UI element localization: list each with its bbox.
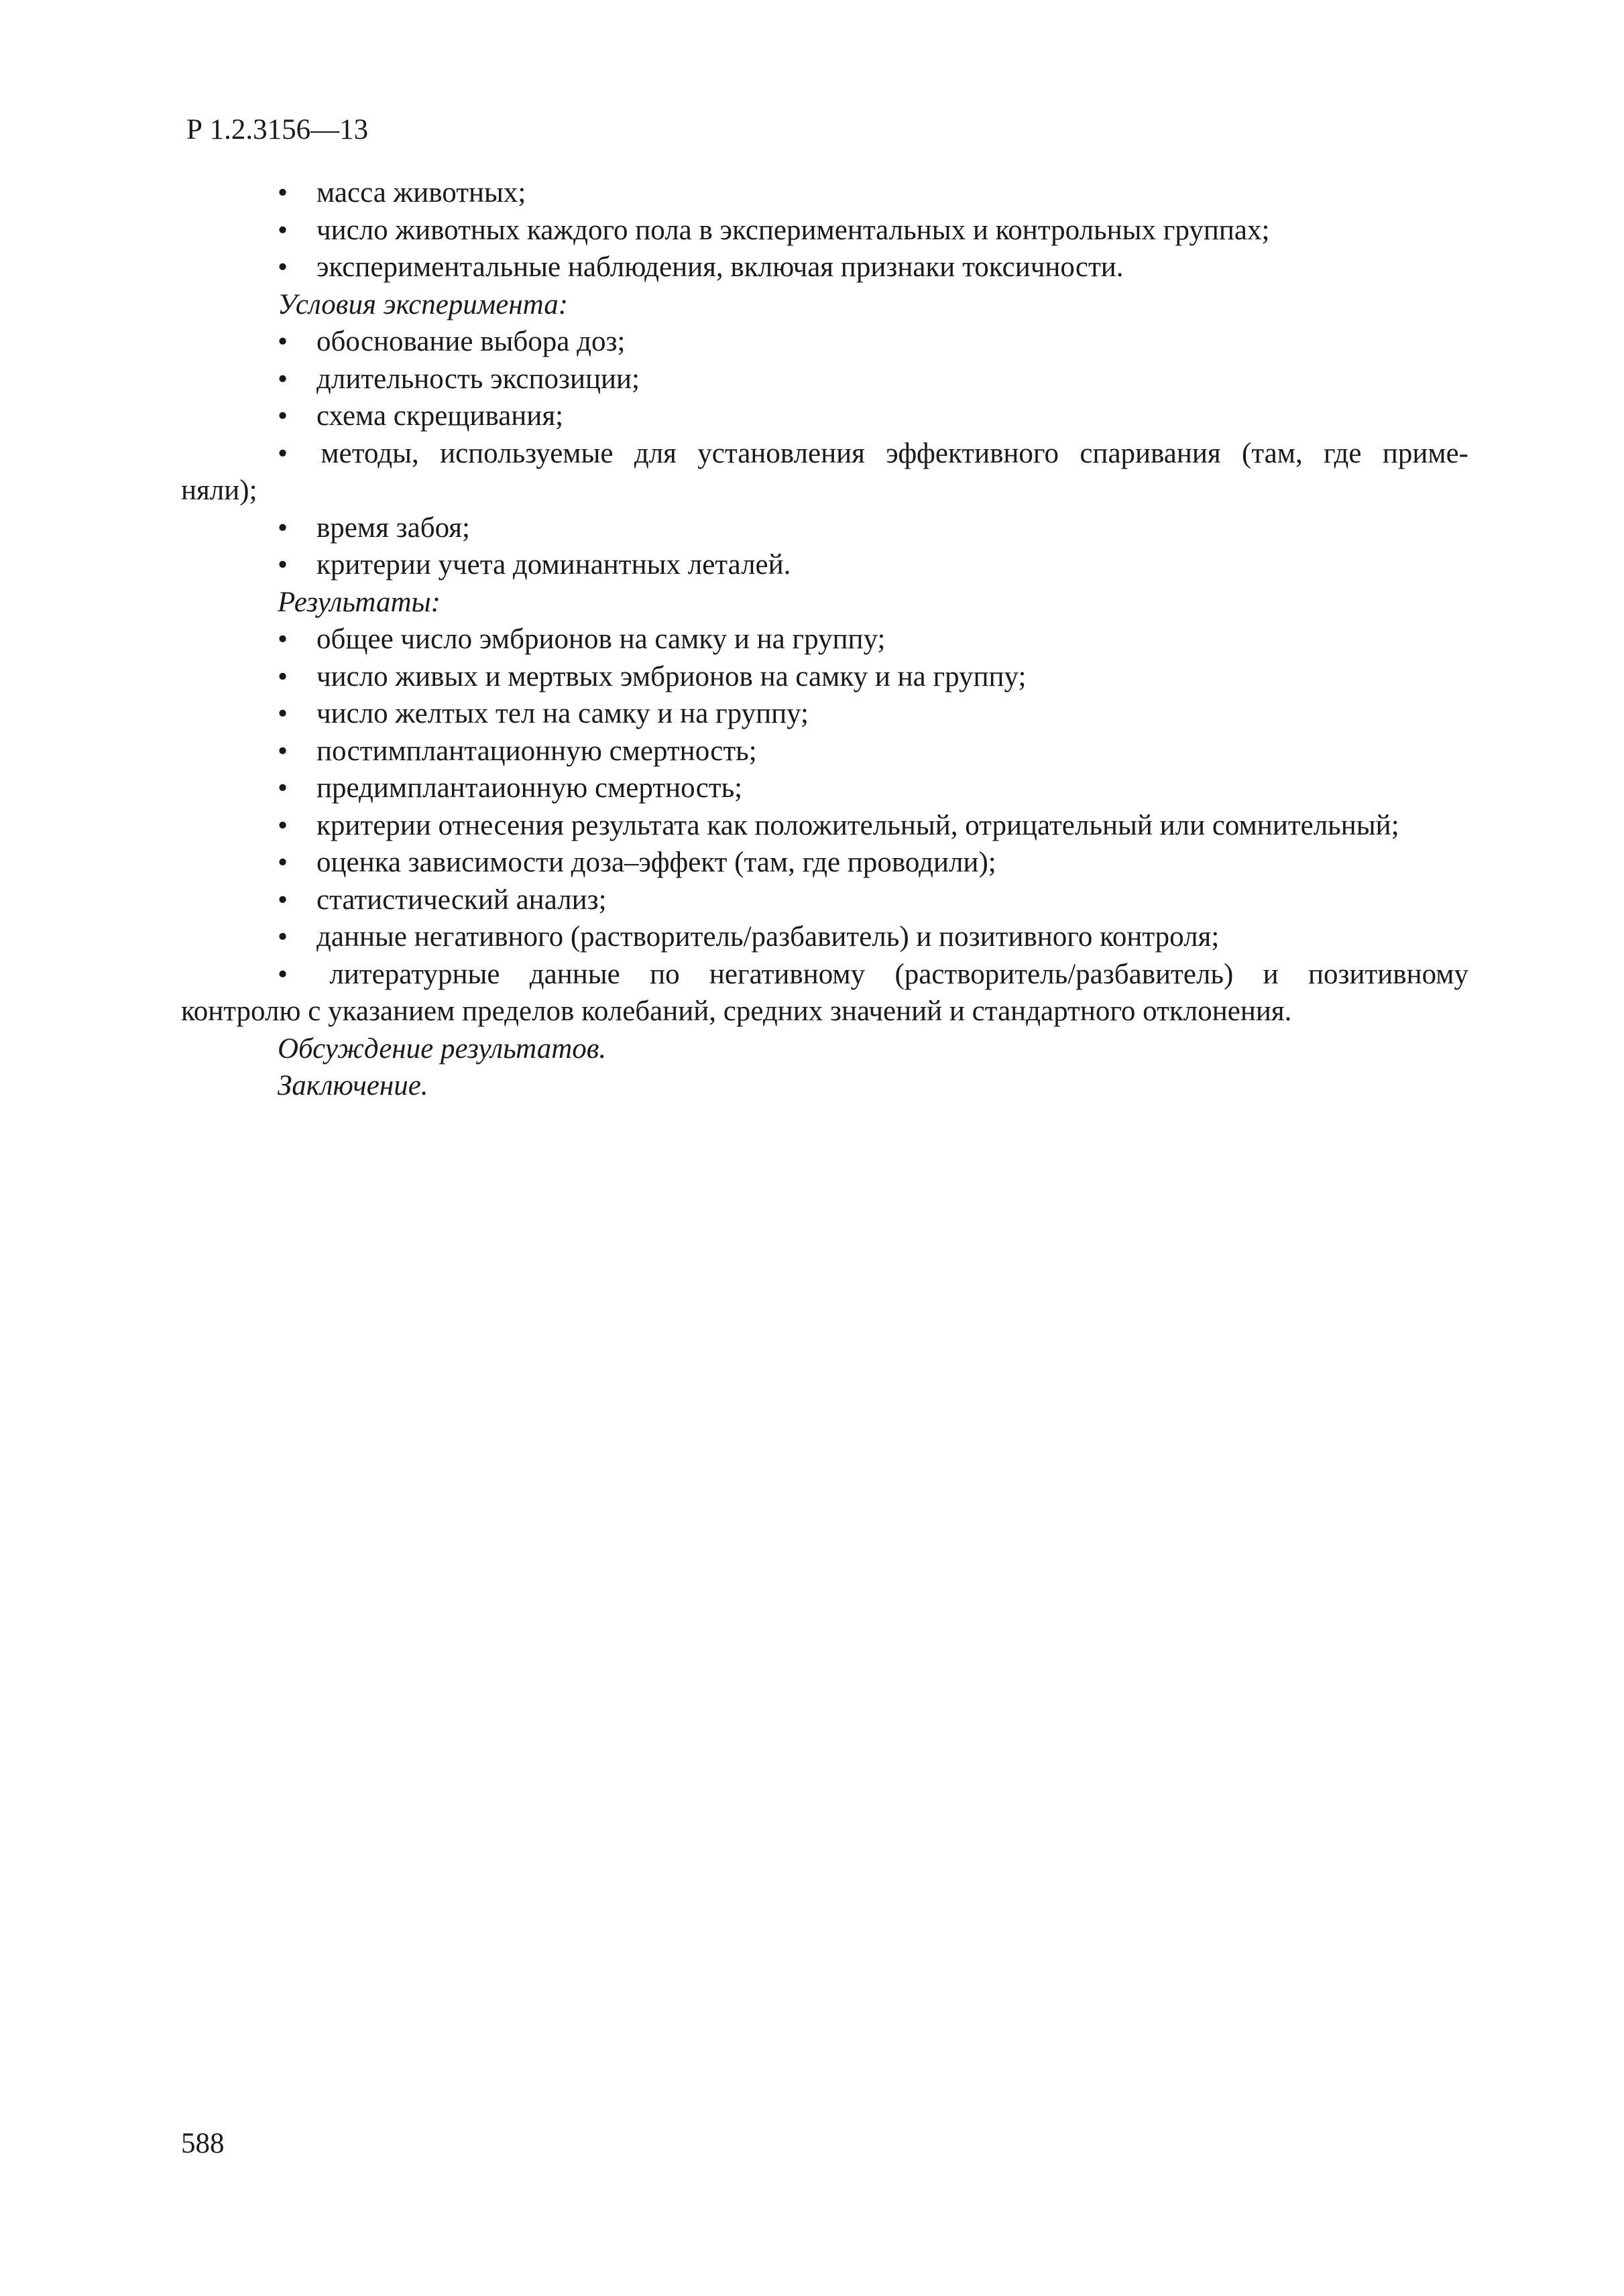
list-item xyxy=(181,174,1468,212)
document-body xyxy=(181,174,1468,1105)
list-item-text: длительность экспозиции; xyxy=(316,363,640,395)
list-item xyxy=(181,621,1468,658)
bullet-icon: • xyxy=(278,698,288,729)
list-item xyxy=(181,695,1468,733)
bullet-icon: • xyxy=(278,326,288,357)
list-item-text: постимплантационную смертность; xyxy=(316,735,757,767)
document-code-header: Р 1.2.3156—13 xyxy=(186,114,369,145)
list-item xyxy=(181,361,1468,398)
list-item-wrapped xyxy=(181,956,1468,993)
list-item-text: литературные данные по негативному (растворитель/разбавитель) и позитивному xyxy=(329,958,1468,990)
list-item-wrapped xyxy=(181,435,1468,473)
bullet-icon: • xyxy=(278,809,288,841)
bullet-icon: • xyxy=(278,772,288,804)
list-item-text: данные негативного (растворитель/разбавитель) и позитивного контроля; xyxy=(316,921,1220,953)
bullet-icon: • xyxy=(278,847,288,878)
bullet-icon: • xyxy=(278,177,288,208)
list-item-text: методы, используемые для установления эффективного спаривания (там, где приме- xyxy=(321,437,1468,469)
list-item xyxy=(181,844,1468,882)
list-item-text: число животных каждого пола в экспериментальных и контрольных группах; xyxy=(316,214,1270,246)
page-number: 588 xyxy=(181,2128,225,2159)
list-item xyxy=(181,546,1468,584)
section-heading-results: Результаты: xyxy=(278,586,441,618)
list-item-text: масса животных; xyxy=(316,177,526,208)
list-item-text: схема скрещивания; xyxy=(316,400,564,432)
bullet-icon: • xyxy=(278,437,288,469)
list-item-text: критерии учета доминантных леталей. xyxy=(316,549,791,581)
bullet-icon: • xyxy=(278,549,288,581)
section-heading-discussion: Обсуждение результатов. xyxy=(278,1032,607,1065)
bullet-icon: • xyxy=(278,400,288,432)
bullet-icon: • xyxy=(278,958,288,990)
list-item-continuation: контролю с указанием пределов колебаний, средних значений и стандартного отклонения. xyxy=(181,995,1292,1027)
section-heading-conditions: Условия эксперимента: xyxy=(278,288,569,320)
list-item xyxy=(181,770,1468,807)
list-item xyxy=(181,807,1468,845)
list-item-text: время забоя; xyxy=(316,511,470,544)
list-item-text: обоснование выбора доз; xyxy=(316,326,626,357)
section-heading-conclusion: Заключение. xyxy=(278,1070,428,1101)
list-item-text: предимплантаионную смертность; xyxy=(316,772,743,804)
list-item xyxy=(181,249,1468,286)
list-item-text: оценка зависимости доза–эффект (там, где проводили); xyxy=(316,847,996,878)
list-item-text: общее число эмбрионов на самку и на группу; xyxy=(316,623,886,655)
list-item xyxy=(181,212,1468,249)
list-item xyxy=(181,733,1468,770)
list-item xyxy=(181,658,1468,696)
list-item xyxy=(181,323,1468,361)
bullet-icon: • xyxy=(278,214,288,246)
list-item xyxy=(181,509,1468,547)
list-item-text: критерии отнесения результата как положительный, отрицательный или сомнительный; xyxy=(316,809,1399,841)
list-item xyxy=(181,918,1468,956)
list-item-text: экспериментальные наблюдения, включая признаки токсичности. xyxy=(316,251,1124,283)
list-item-text: статистический анализ; xyxy=(316,884,607,916)
bullet-icon: • xyxy=(278,921,288,953)
bullet-icon: • xyxy=(278,660,288,692)
list-item-text: число живых и мертвых эмбрионов на самку и на группу; xyxy=(316,660,1027,692)
list-item-continuation: няли); xyxy=(181,475,257,506)
list-item-text: число желтых тел на самку и на группу; xyxy=(316,698,809,729)
bullet-icon: • xyxy=(278,251,288,283)
list-item xyxy=(181,398,1468,435)
bullet-icon: • xyxy=(278,735,288,767)
bullet-icon: • xyxy=(278,884,288,916)
list-item xyxy=(181,882,1468,919)
bullet-icon: • xyxy=(278,623,288,655)
bullet-icon: • xyxy=(278,511,288,544)
bullet-icon: • xyxy=(278,363,288,395)
